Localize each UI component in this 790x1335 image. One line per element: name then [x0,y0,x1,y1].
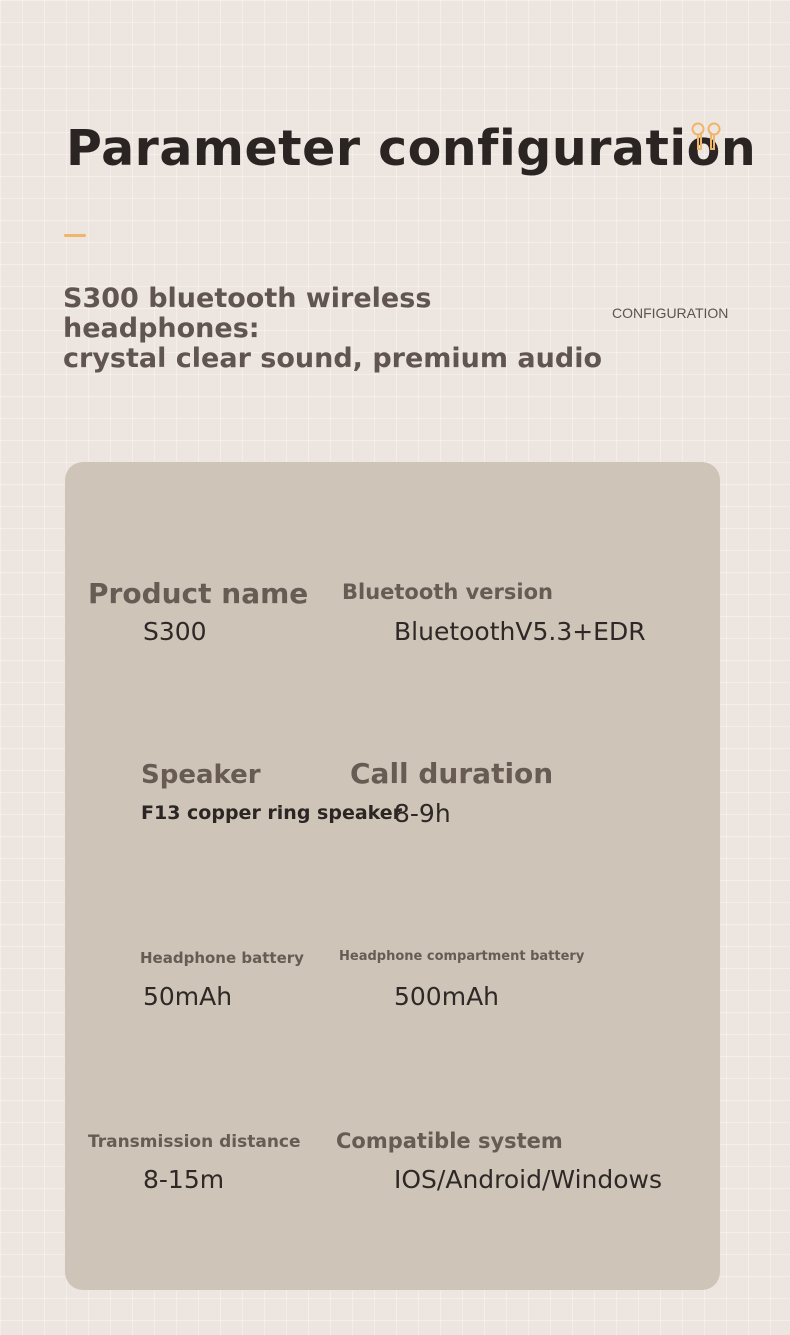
spec-value-call-duration: 8-9h [394,799,451,828]
spec-label-headphone-battery: Headphone battery [140,949,304,967]
spec-label-bluetooth-version: Bluetooth version [342,580,553,604]
spec-value-transmission-distance: 8-15m [143,1165,225,1194]
page-subtitle [63,284,603,374]
spec-value-speaker: F13 copper ring speaker [141,802,403,824]
configuration-tag: CONFIGURATION [612,305,729,321]
spec-label-transmission-distance: Transmission distance [88,1132,301,1152]
spec-value-bluetooth-version: BluetoothV5.3+EDR [394,617,646,646]
spec-value-compartment-battery: 500mAh [394,982,500,1011]
spec-label-call-duration: Call duration [350,757,554,790]
spec-value-headphone-battery: 50mAh [143,982,233,1011]
page-title: Parameter configuration [66,120,757,177]
spec-label-product-name: Product name [88,577,309,610]
subtitle-line-2: crystal clear sound, premium audio [63,343,602,374]
spec-value-compatible-system: IOS/Android/Windows [394,1165,663,1194]
subtitle-line-1: S300 bluetooth wireless headphones: [63,283,432,344]
spec-label-compartment-battery: Headphone compartment battery [339,949,585,964]
spec-value-product-name: S300 [143,617,207,646]
earbuds-icon [690,120,722,154]
spec-label-speaker: Speaker [141,760,261,790]
spec-label-compatible-system: Compatible system [336,1129,563,1153]
accent-divider [64,234,86,237]
